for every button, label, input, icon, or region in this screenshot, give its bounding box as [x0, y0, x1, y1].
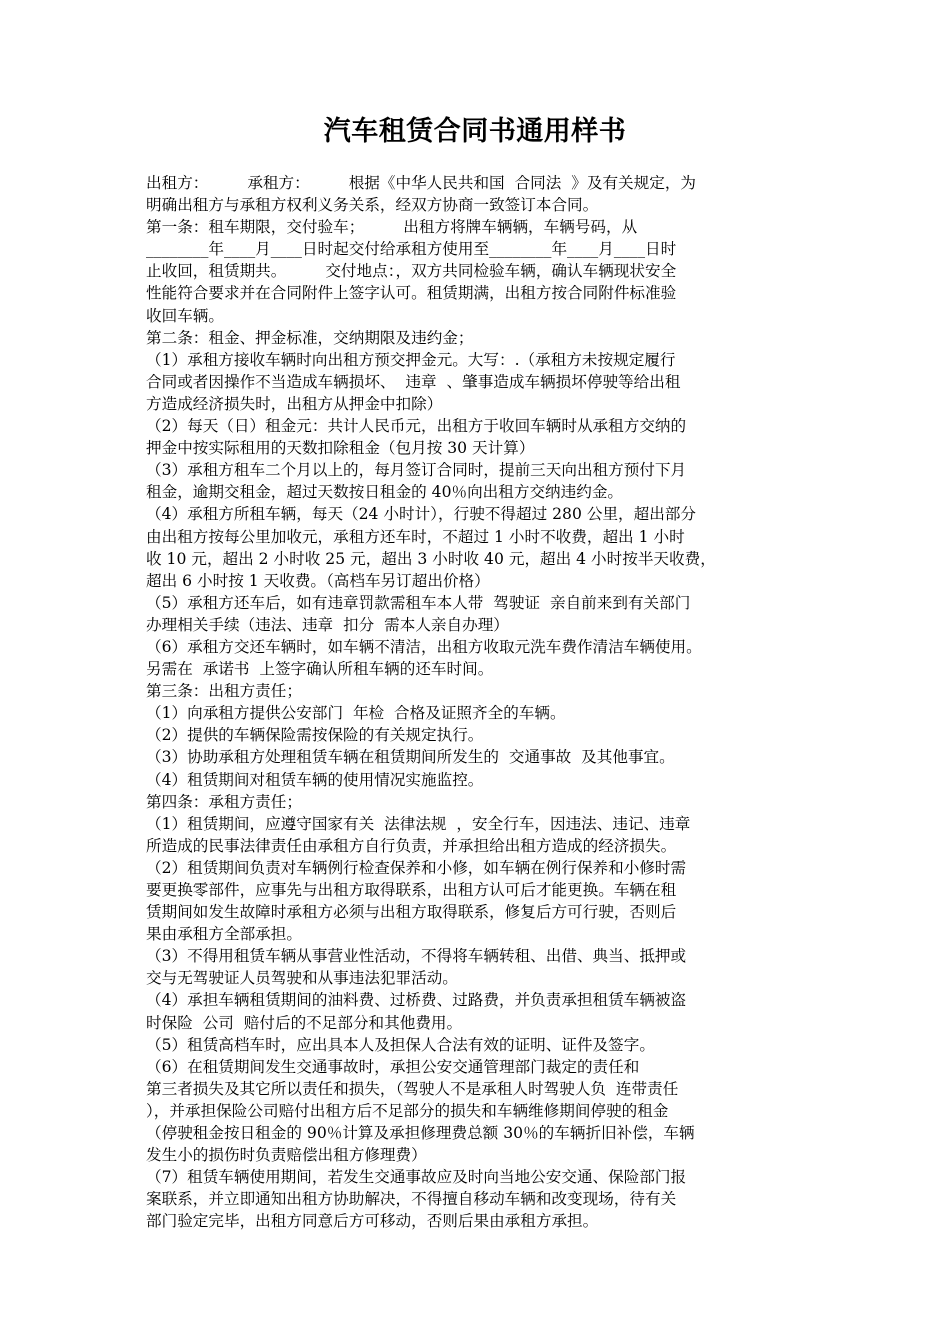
document-line: 第一条：租车期限，交付验车； 出租方将牌车辆辆，车辆号码，从 [146, 218, 638, 237]
document-line: （4）承担车辆租赁期间的油料费、过桥费、过路费，并负责承担租赁车辆被盗 [146, 991, 687, 1010]
document-line: （5）承租方还车后，如有违章罚款需租车本人带 驾驶证 亲自前来到有关部门 [146, 593, 691, 612]
document-line: （1）承租方接收车辆时向出租方预交押金元。大写：.（承租方未按规定履行 [146, 350, 676, 369]
document-line: 由出租方按每公里加收元，承租方还车时，不超过 1 小时不收费，超出 1 小时 [146, 527, 685, 546]
document-line: 性能符合要求并在合同附件上签字认可。租赁期满，出租方按合同附件标准验 [146, 284, 677, 303]
document-line: 合同或者因操作不当造成车辆损坏、 违章 、肇事造成车辆损坏停驶等给出租 [146, 372, 681, 391]
document-line: 收 10 元，超出 2 小时收 25 元，超出 3 小时收 40 元，超出 4 小时按半天收费， [146, 549, 716, 568]
document-line: 超出 6 小时按 1 天收费。（高档车另订超出价格） [146, 571, 490, 590]
document-line: （7）租赁车辆使用期间，若发生交通事故应及时向当地公安交通、保险部门报 [146, 1168, 687, 1187]
document-line: 出租方： 承租方： 根据《中华人民共和国 合同法 》及有关规定，为 [146, 174, 697, 192]
document-line: 第三条：出租方责任； [146, 682, 302, 701]
document-line: 所造成的民事法律责任由承租方自行负责，并承担给出租方造成的经济损失。 [146, 836, 677, 855]
document-line: 方造成经济损失时，出租方从押金中扣除） [146, 394, 443, 413]
document-line: （6）承租方交还车辆时，如车辆不清洁，出租方收取元洗车费作清洁车辆使用。 [146, 637, 702, 656]
document-line: 明确出租方与承租方权利义务关系，经双方协商一致签订本合同。 [146, 196, 599, 215]
document-line: ________年____月____日时起交付给承租方使用至________年____月____日时 [146, 240, 677, 259]
document-line: 果由承租方全部承担。 [146, 925, 302, 944]
document-line: （2）提供的车辆保险需按保险的有关规定执行。 [146, 726, 484, 745]
document-line: （3）协助承租方处理租赁车辆在租赁期间所发生的 交通事故 及其他事宜。 [146, 748, 675, 767]
document-line: 止收回，租赁期共。 交付地点：，双方共同检验车辆，确认车辆现状安全 [146, 262, 677, 281]
document-line: 要更换零部件，应事先与出租方取得联系，出租方认可后才能更换。车辆在租 [146, 881, 677, 899]
document-line: （4）承租方所租车辆，每天（24 小时计），行驶不得超过 280 公里，超出部分 [146, 505, 697, 524]
document-line: （5）租赁高档车时，应出具本人及担保人合法有效的证明、证件及签字。 [146, 1035, 655, 1054]
document-line: 赁期间如发生故障时承租方必须与出租方取得联系，修复后方可行驶，否则后 [146, 903, 677, 922]
document-title: 汽车租赁合同书通用样书 [323, 116, 627, 147]
document-line: （2）每天（日）租金元：共计人民币元，出租方于收回车辆时从承租方交纳的 [146, 417, 687, 436]
document-line: ），并承担保险公司赔付出租方后不足部分的损失和车辆维修期间停驶的租金 [146, 1101, 669, 1120]
document-line: 第四条：承租方责任； [146, 792, 302, 811]
document-line: （停驶租金按日租金的 90％计算及承担修理费总额 30％的车辆折旧补偿，车辆 [146, 1124, 695, 1143]
document-line: 案联系，并立即通知出租方协助解决，不得擅自移动车辆和改变现场，待有关 [146, 1190, 677, 1209]
document-line: （3）承租方租车二个月以上的，每月签订合同时，提前三天向出租方预付下月 [146, 461, 687, 480]
document-body [146, 172, 816, 1233]
document-line: 第二条：租金、押金标准，交纳期限及违约金； [146, 328, 474, 347]
document-line: （1）向承租方提供公安部门 年检 合格及证照齐全的车辆。 [146, 704, 566, 723]
document-line: （4）租赁期间对租赁车辆的使用情况实施监控。 [146, 770, 484, 789]
document-line: 租金，逾期交租金，超过天数按日租金的 40％向出租方交纳违约金。 [146, 483, 624, 502]
document-line: 第三者损失及其它所以责任和损失，（驾驶人不是承租人时驾驶人负 连带责任 [146, 1079, 679, 1098]
document-line: 押金中按实际租用的天数扣除租金（包月按 30 天计算） [146, 439, 535, 458]
document-line: 发生小的损伤时负责赔偿出租方修理费） [146, 1146, 427, 1165]
document-line: 收回车辆。 [146, 306, 224, 325]
document-line: （2）租赁期间负责对车辆例行检查保养和小修，如车辆在例行保养和小修时需 [146, 858, 687, 877]
document-line: （1）租赁期间，应遵守国家有关 法律法规 ，安全行车，因违法、违记、违章 [146, 814, 691, 833]
document-line: （3）不得用租赁车辆从事营业性活动，不得将车辆转租、出借、典当、抵押或 [146, 947, 687, 966]
document-line: 交与无驾驶证人员驾驶和从事违法犯罪活动。 [146, 969, 458, 988]
document-line: （6）在租赁期间发生交通事故时，承担公安交通管理部门裁定的责任和 [146, 1057, 640, 1076]
document-line: 办理相关手续（违法、违章 扣分 需本人亲自办理） [146, 615, 509, 634]
document-line: 另需在 承诺书 上签字确认所租车辆的还车时间。 [146, 660, 494, 679]
document-line: 时保险 公司 赔付后的不足部分和其他费用。 [146, 1013, 463, 1032]
document-line: 部门验定完毕，出租方同意后方可移动，否则后果由承租方承担。 [146, 1212, 599, 1231]
